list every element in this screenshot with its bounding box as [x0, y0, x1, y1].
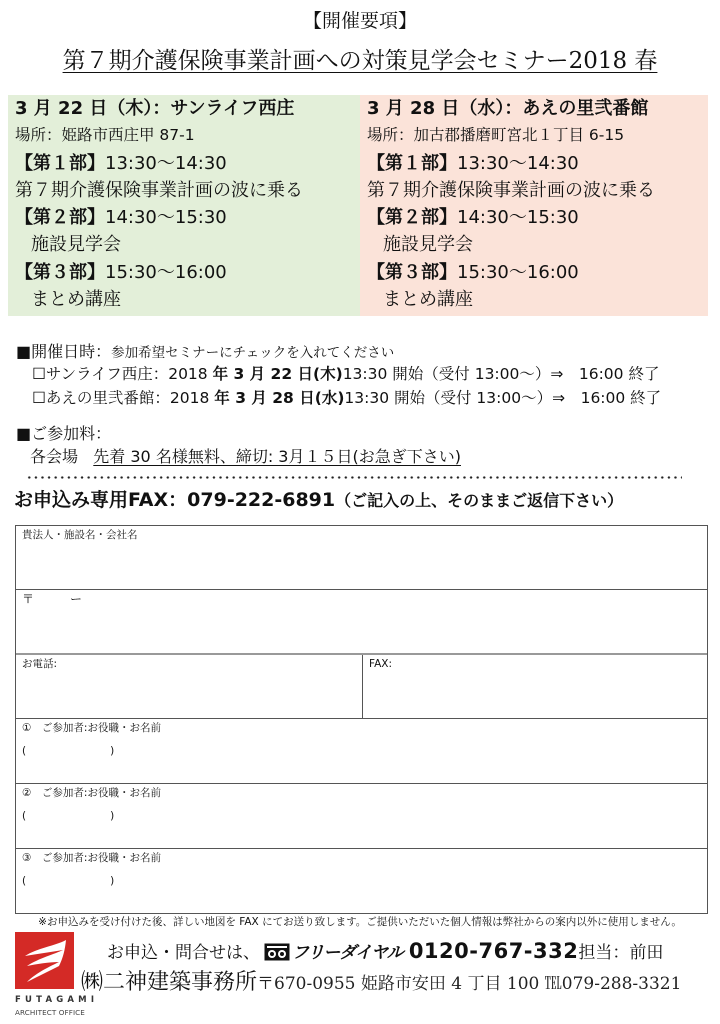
- venue-place: 場所：加古郡播磨町宮北１丁目 6-15: [367, 126, 625, 145]
- part-1: [15, 150, 360, 177]
- company-label: 貴法人・施設名・会社名: [22, 529, 138, 541]
- schedule-heading-note: 参加希望セミナーにチェックを入れてください: [111, 345, 395, 361]
- part-desc: 第７期介護保険事業計画の波に乗る: [367, 179, 655, 201]
- part-desc: まとめ講座: [383, 289, 473, 311]
- schedule-venue: サンライフ西庄：: [45, 365, 169, 383]
- form-row-postal[interactable]: [16, 590, 707, 655]
- venue-title: 3 月 22 日（木）：サンライフ西庄: [15, 98, 295, 119]
- schedule-option-saijo: [32, 364, 659, 384]
- form-row-participant-1[interactable]: [16, 719, 707, 784]
- fee-detail: 先着 30 名様無料、締切: 3月１５日(お急ぎ下さい): [93, 447, 461, 466]
- company-address: 〒670-0955 姫路市安田 4 丁目 100 ℡079-288-3321: [257, 974, 682, 994]
- postal-label: 〒 ー: [22, 592, 83, 606]
- fee-heading: ■ご参加料：: [16, 424, 112, 443]
- participant-2-title-field[interactable]: ( ): [22, 810, 115, 822]
- schedule-heading: [16, 342, 394, 363]
- part-3: [15, 259, 360, 286]
- page-title: [0, 46, 720, 76]
- freedial-label: フリーダイヤル: [292, 943, 403, 963]
- schedule-year: 2018: [169, 389, 215, 407]
- part-desc: まとめ講座: [31, 289, 121, 311]
- participant-1-title-field[interactable]: ( ): [22, 745, 115, 757]
- part-time: 14:30〜15:30: [105, 207, 227, 229]
- part-time: 13:30〜14:30: [457, 152, 579, 174]
- privacy-notice: ※お申込みを受け付けた後、詳しい地図を FAX にてお送り致します。ご提供いただいた個人情報は弊社からの案内以外に使用しません。: [38, 916, 682, 928]
- venue-card-aenosato: [360, 95, 708, 316]
- part-time: 13:30〜14:30: [105, 152, 227, 174]
- part-time: 15:30〜16:00: [457, 261, 579, 283]
- dotted-separator: [26, 476, 682, 479]
- part-time: 15:30〜16:00: [105, 261, 227, 283]
- part-label: 【第３部】: [367, 261, 457, 283]
- participant-2-label: ② ご参加者:お役職・お名前: [22, 787, 161, 799]
- part-time: 14:30〜15:30: [457, 207, 579, 229]
- schedule-time: 13:30 開始（受付 13:00〜）⇒ 16:00 終了: [342, 365, 660, 383]
- part-desc: 施設見学会: [383, 234, 473, 256]
- page-title-text: 第７期介護保険事業計画への対策見学会セミナー2018 春: [62, 48, 658, 74]
- venue-title: 3 月 28 日（水）：あえの里弐番館: [367, 98, 649, 119]
- schedule-time: 13:30 開始（受付 13:00〜）⇒ 16:00 終了: [344, 389, 662, 407]
- fax-banner: [14, 487, 623, 514]
- company-name: ㈱二神建築事務所: [81, 970, 258, 995]
- part-label: 【第１部】: [15, 152, 105, 174]
- phone-label: お電話:: [22, 658, 58, 670]
- form-row-phone-fax: [16, 655, 707, 719]
- schedule-date: 年 3 月 22 日(木): [212, 365, 343, 383]
- logo-wordmark: FUTAGAMI: [15, 995, 99, 1005]
- form-row-participant-3[interactable]: [16, 849, 707, 913]
- venue-place: 場所：姫路市西庄甲 87-1: [15, 126, 195, 145]
- header-subtitle: 【開催要項】: [302, 10, 417, 32]
- schedule-option-aenosato: [32, 388, 661, 408]
- logo-subtitle: ARCHITECT OFFICE: [15, 1008, 85, 1017]
- schedule-venue: あえの里弐番館：: [45, 389, 170, 407]
- application-form: [15, 525, 708, 914]
- part-label: 【第２部】: [15, 207, 105, 229]
- schedule-year: 2018: [168, 365, 213, 383]
- fax-banner-note: （ご記入の上、そのままご返信下さい）: [335, 491, 624, 510]
- company-line: [81, 968, 681, 999]
- fee-line: [30, 446, 461, 468]
- part-desc: 施設見学会: [31, 234, 121, 256]
- part-label: 【第１部】: [367, 152, 457, 174]
- freedial-number[interactable]: 0120-767-332: [408, 939, 579, 963]
- freedial-icon: [264, 943, 290, 969]
- checkbox-saijo[interactable]: ☐: [32, 365, 46, 383]
- schedule-date: 年 3 月 28 日(水): [214, 389, 345, 407]
- schedule-heading-label: ■開催日時：: [16, 342, 112, 361]
- contact-line: [107, 938, 663, 969]
- participant-3-label: ③ ご参加者:お役職・お名前: [22, 852, 161, 864]
- part-label: 【第３部】: [15, 261, 105, 283]
- contact-person: 担当：前田: [578, 943, 664, 963]
- part-3: [367, 259, 708, 286]
- form-row-company[interactable]: [16, 526, 707, 590]
- venue-card-saijo: [8, 95, 360, 316]
- part-desc: 第７期介護保険事業計画の波に乗る: [15, 179, 303, 201]
- fax-banner-main: お申込み専用FAX：079-222-6891: [14, 489, 336, 511]
- part-label: 【第２部】: [367, 207, 457, 229]
- futagami-logo-icon: [15, 932, 74, 989]
- checkbox-aenosato[interactable]: ☐: [32, 389, 46, 407]
- fee-scope: 各会場: [30, 447, 79, 466]
- participant-1-label: ① ご参加者:お役職・お名前: [22, 722, 161, 734]
- contact-prefix: お申込・問合せは、: [107, 943, 260, 963]
- fax-label: FAX:: [369, 658, 392, 670]
- cell-divider: [362, 655, 363, 718]
- form-row-participant-2[interactable]: [16, 784, 707, 849]
- part-2: [367, 204, 708, 231]
- part-2: [15, 204, 360, 231]
- part-1: [367, 150, 708, 177]
- participant-3-title-field[interactable]: ( ): [22, 875, 115, 887]
